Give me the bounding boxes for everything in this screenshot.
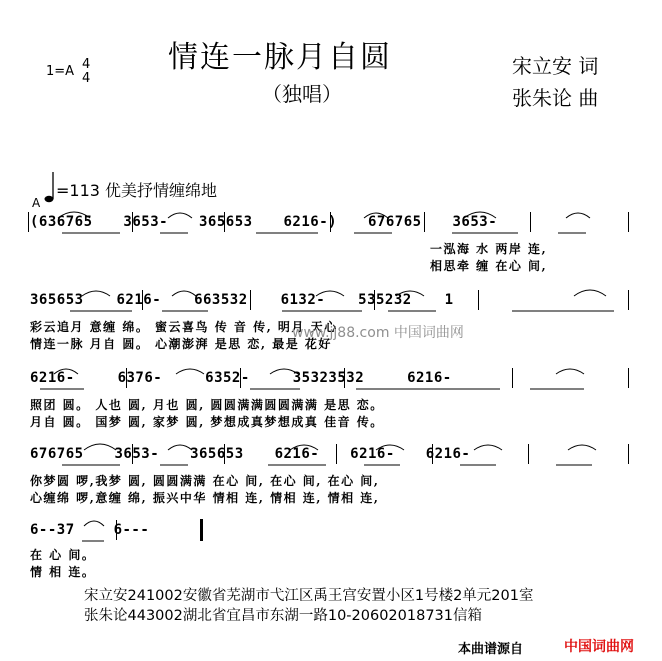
key-signature: 1=A [46,64,75,79]
footer-contact-lyricist: 宋立安241002安徽省芜湖市弋江区禹王宫安置小区1号楼2单元201室 [84,588,534,604]
score-line-4-notes: 676765 3653- 365653 6216- 6216- 6216- [30,446,471,462]
score-line-1-lyric-1: 一泓海 水 两岸 连, [430,242,548,256]
source-label: 本曲谱源自 [458,642,524,657]
score-line-5-lyric-1: 在 心 间。 [30,548,96,562]
watermark: www.jj88.com 中国词曲网 [292,325,464,341]
meter-top: 4 [82,57,91,72]
composer-credit: 张朱论 曲 [512,86,599,110]
meter-bottom: 4 [82,71,91,86]
source-site-link[interactable]: 中国词曲网 [564,639,634,655]
score-line-1-notes: (636765 3653- 365653 6216-) 676765 3653- [30,214,498,230]
song-title: 情连一脉月自圆 [168,40,392,75]
score-line-3-lyric-2: 月自 圆。 国梦 圆, 家梦 圆, 梦想成真梦想成真 佳音 传。 [30,415,384,429]
score-line-2-lyric-2: 情连一脉 月自 圆。 心潮澎湃 是思 恋, 最是 花好 [30,337,332,351]
score-line-5-notes: 6--37 6--- [30,522,150,538]
lyricist-credit: 宋立安 词 [512,54,599,78]
section-label: A [32,196,41,210]
score-line-3-notes: 6216- 6376- 6352- 35323532 6216- [30,370,452,386]
tempo-marking: =113 优美抒情缠绵地 [56,181,218,200]
score-line-5-lyric-2: 情 相 连。 [30,565,96,579]
score-line-1-lyric-2: 相思牵 缠 在心 间, [430,259,548,273]
score-line-2-lyric-1: 彩云追月 意缠 绵。 蜜云喜鸟 传 音 传, 明月 天心 [30,320,338,334]
score-line-3-lyric-1: 照团 圆。 人也 圆, 月也 圆, 圆圆满满圆圆满满 是思 恋。 [30,398,384,412]
song-subtitle: （独唱） [262,82,342,106]
score-line-2-notes: 365653 6216- 663532 6132- 535232 1 [30,292,454,308]
score-line-4-lyric-2: 心缠绵 啰,意缠 绵, 振兴中华 情相 连, 情相 连, 情相 连, [30,491,380,505]
footer-contact-composer: 张朱论443002湖北省宜昌市东湖一路10-20602018731信箱 [84,608,483,624]
score-line-4-lyric-1: 你梦圆 啰,我梦 圆, 圆圆满满 在心 间, 在心 间, 在心 间, [30,474,380,488]
